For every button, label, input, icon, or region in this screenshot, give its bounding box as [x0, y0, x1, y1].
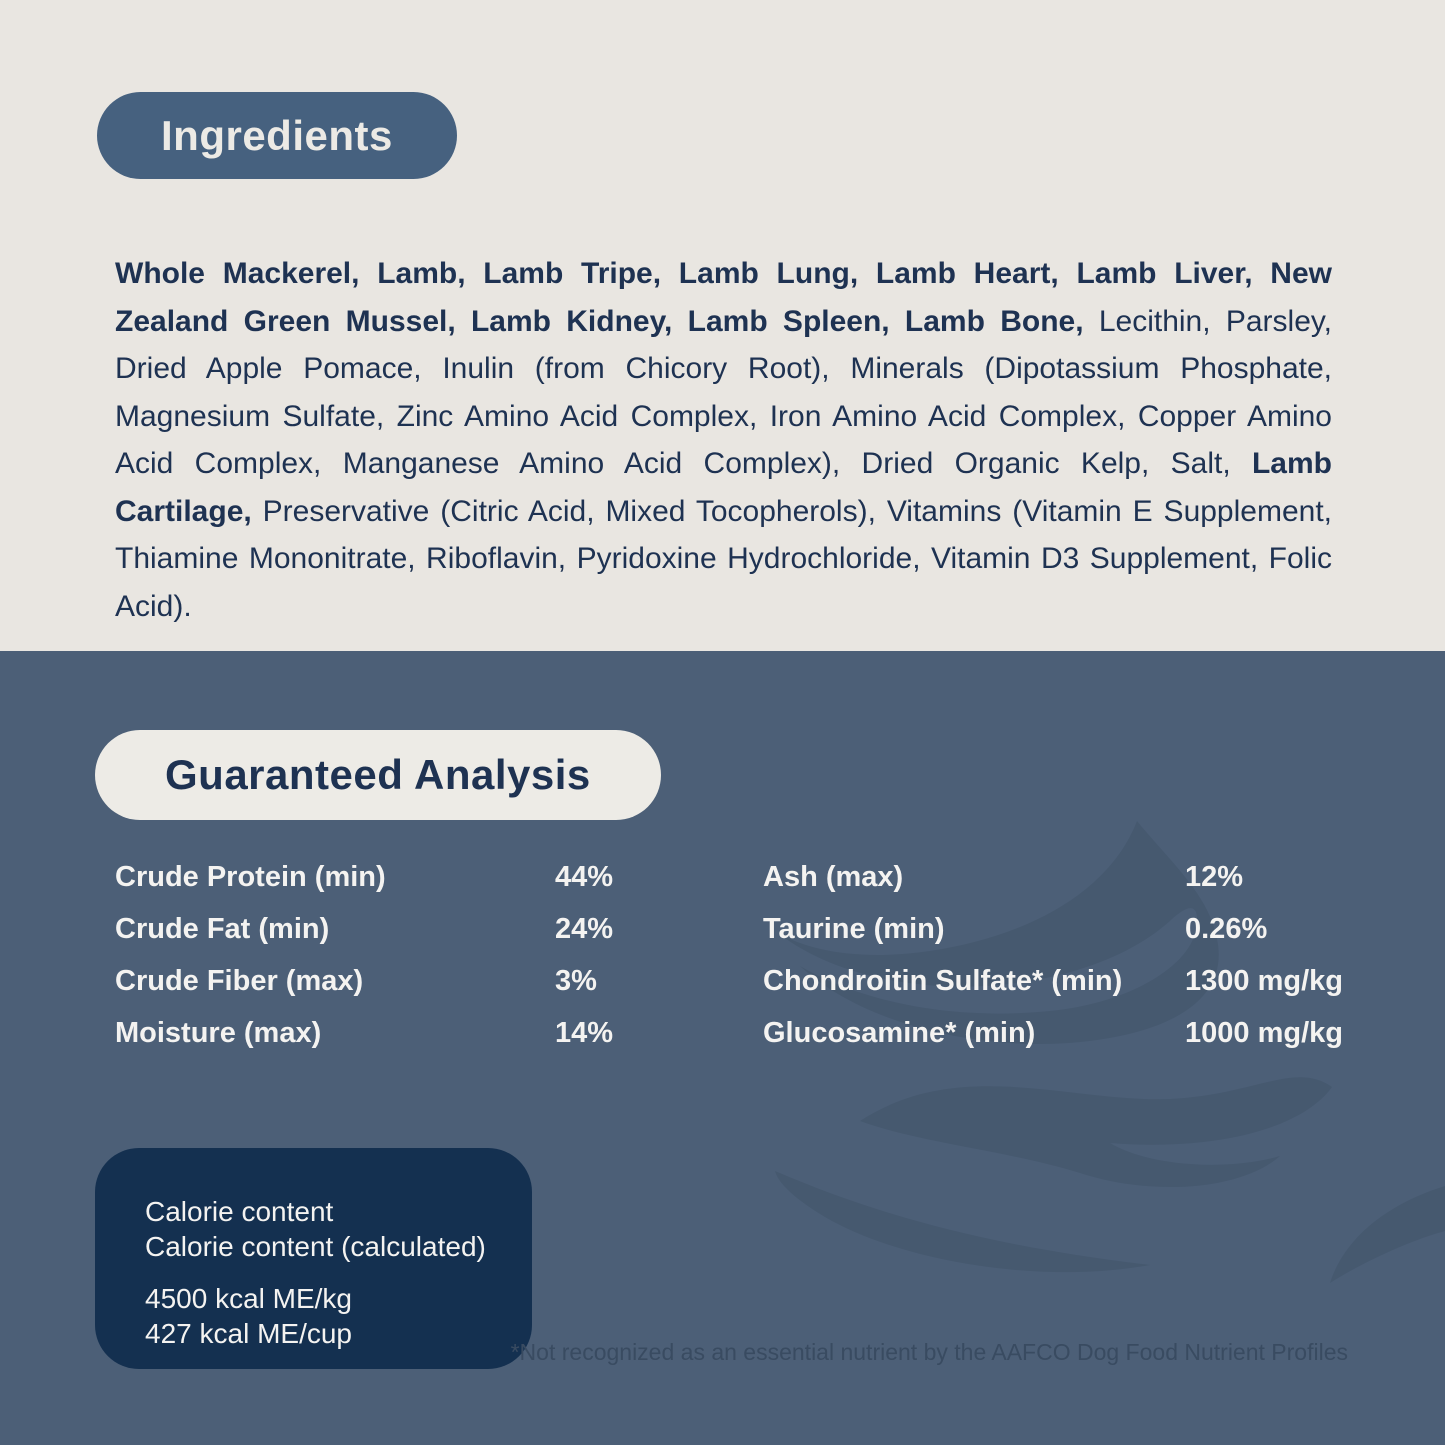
analysis-value: 1300 mg/kg: [1185, 965, 1343, 997]
analysis-value: 24%: [555, 913, 614, 945]
analysis-label: Ash (max): [763, 861, 904, 893]
ingredients-heading: Ingredients: [161, 111, 393, 159]
calorie-values: [145, 1281, 512, 1351]
guaranteed-analysis-heading: Guaranteed Analysis: [165, 751, 591, 798]
analysis-value: 3%: [555, 965, 597, 997]
calorie-titles: [145, 1194, 512, 1264]
analysis-table-right: [763, 863, 1343, 1048]
ingredients-bold-lead: Whole Mackerel, Lamb, Lamb Tripe, Lamb Lung, Lamb Heart, Lamb Liver, New Zealand Green Mussel, Lamb Kidney, Lamb Spleen, Lamb Bone,: [115, 257, 1332, 338]
analysis-value: 12%: [1185, 861, 1244, 893]
analysis-label: Crude Fiber (max): [115, 965, 364, 997]
analysis-value: 0.26%: [1185, 913, 1268, 945]
calorie-title-line: Calorie content (calculated): [145, 1231, 486, 1262]
ingredients-paragraph: [115, 250, 1332, 630]
calorie-value-line: 4500 kcal ME/kg: [145, 1283, 352, 1314]
calorie-value-line: 427 kcal ME/cup: [145, 1318, 352, 1349]
analysis-label: Moisture (max): [115, 1017, 322, 1049]
analysis-label: Chondroitin Sulfate* (min): [763, 965, 1123, 997]
analysis-label: Crude Protein (min): [115, 861, 386, 893]
analysis-table-left: [115, 863, 613, 1048]
calorie-title-line: Calorie content: [145, 1196, 334, 1227]
ingredients-bold-mid: Lamb Cartilage,: [115, 447, 1332, 528]
ingredients-regular-2: Preservative (Citric Acid, Mixed Tocopherols), Vitamins (Vitamin E Supplement, Thiamine Mononitrate, Riboflavin, Pyridoxine Hydrochloride, Vitamin D3 Supplement, Folic Acid).: [115, 494, 1332, 623]
analysis-label: Glucosamine* (min): [763, 1017, 1036, 1049]
aafco-footnote: *Not recognized as an essential nutrient by the AAFCO Dog Food Nutrient Profiles: [510, 1339, 1348, 1365]
analysis-label: Crude Fat (min): [115, 913, 330, 945]
ingredients-heading-pill: [97, 92, 457, 179]
guaranteed-analysis-heading-pill: [95, 730, 661, 820]
calorie-content-box: [95, 1148, 532, 1369]
ingredients-section: [0, 0, 1445, 651]
analysis-label: Taurine (min): [763, 913, 945, 945]
analysis-value: 1000 mg/kg: [1185, 1017, 1343, 1049]
guaranteed-analysis-section: [0, 651, 1445, 1445]
analysis-value: 44%: [555, 861, 614, 893]
ingredients-regular-1: Lecithin, Parsley, Dried Apple Pomace, Inulin (from Chicory Root), Minerals (Dipotassium Phosphate, Magnesium Sulfate, Zinc Amino Acid Complex, Iron Amino Acid Complex, Copper Amino Acid Complex, Manganese Amino Acid Complex), Dried Organic Kelp, Salt,: [115, 304, 1332, 480]
analysis-value: 14%: [555, 1017, 614, 1049]
